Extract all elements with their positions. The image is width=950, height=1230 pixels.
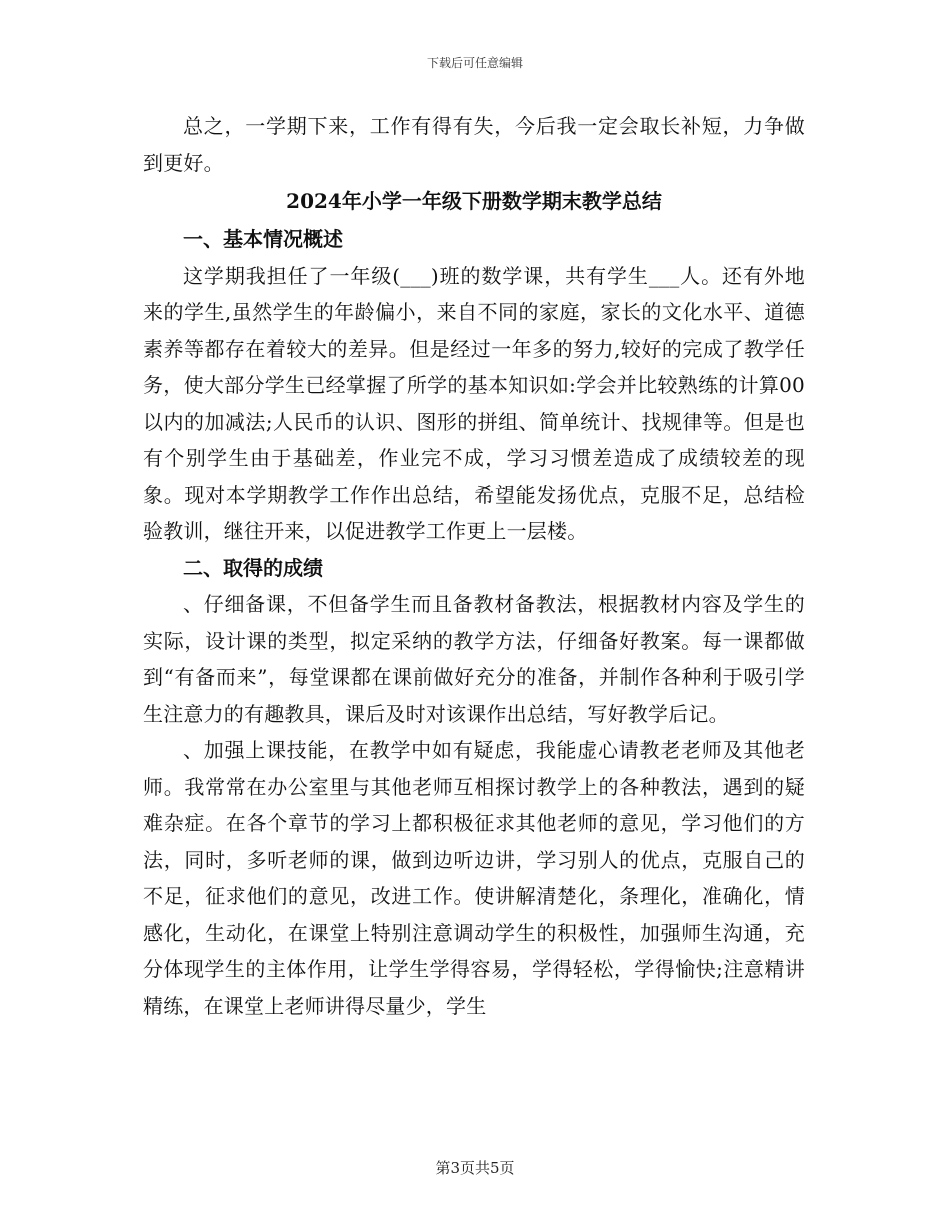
document-title: 2024年小学一年级下册数学期末教学总结: [286, 189, 662, 213]
section-2-paragraph-2: 、加强上课技能，在教学中如有疑虑，我能虚心请教老老师及其他老师。我常常在办公室里与其他老师互相探讨教学上的各种教法，遇到的疑难杂症。在各个章节的学习上都积极征求其他老师的意见，学习他们的方法，同时，多听老师的课，做到边听边讲，学习别人的优点，克服自己的不足，征求他们的意见，改进工作。使讲解清楚化，条理化，准确化，情感化，生动化，在课堂上特别注意调动学生的积极性，加强师生沟通，充分体现学生的主体作用，让学生学得容易，学得轻松，学得愉快;注意精讲精练，在课堂上老师讲得尽量少，学生: [143, 738, 805, 1018]
intro-paragraph: 总之，一学期下来，工作有得有失，今后我一定会取长补短，力争做到更好。: [143, 114, 805, 175]
section-1-heading: 一、基本情况概述: [183, 227, 343, 251]
section-2-heading: 二、取得的成绩: [183, 555, 323, 580]
page-number: 第3页共5页: [435, 1159, 515, 1177]
section-2-paragraph-1: 、仔细备课，不但备学生而且备教材备教法，根据教材内容及学生的实际，设计课的类型，拟定采纳的教学方法，仔细备好教案。每一课都做到“有备而来”，每堂课都在课前做好充分的准备，并制作各种利于吸引学生注意力的有趣教具，课后及时对该课作出总结，写好教学后记。: [143, 592, 805, 726]
document-body: [143, 108, 805, 1024]
page-header: 下载后可任意编辑: [426, 56, 523, 70]
section-1-paragraph: 这学期我担任了一年级(___)班的数学课，共有学生___人。还有外地来的学生,虽然学生的年龄偏小，来自不同的家庭，家长的文化水平、道德素养等都存在着较大的差异。但是经过一年多的努力,较好的完成了教学任务，使大部分学生已经掌握了所学的基本知识如:学会并比较熟练的计算00以内的加减法;人民币的认识、图形的拼组、简单统计、找规律等。但是也有个别学生由于基础差，作业完不成，学习习惯差造成了成绩较差的现象。现对本学期教学工作作出总结，希望能发扬优点，克服不足，总结检验教训，继往开来，以促进教学工作更上一层楼。: [143, 263, 805, 543]
